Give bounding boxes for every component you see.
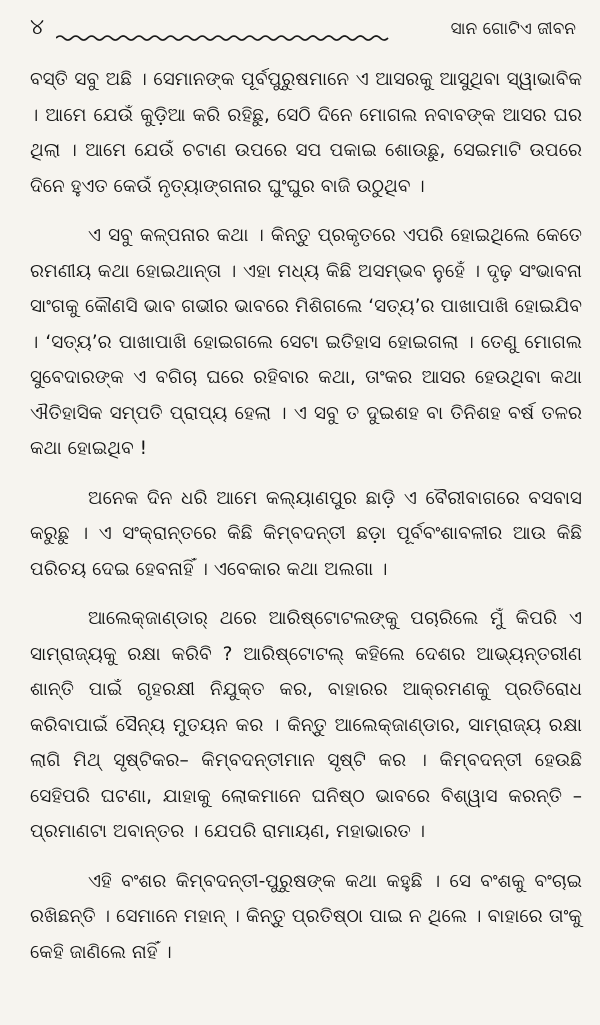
paragraph: ବସ୍ତି ସବୁ ଅଛି । ସେମାନଙ୍କ ପୂର୍ବପୁରୁଷମାନେ ଏ ଆସରକୁ ଆସୁଥିବା ସ୍ୱାଭାବିକ । ଆମେ ଯେଉଁ କୁଡ଼ିଆ କରି ରହିଛୁ, ସେଠି ଦିନେ ମୋଗଲ ନବାବଙ୍କ ଆସର ଘର ଥିଲା । ଆମେ ଯେଉଁ ଚଟାଣ ଉପରେ ସପ ପକାଇ ଶୋଉଛୁ, ସେଇମାଟି ଉପରେ ଦିନେ ହୁଏତ କେଉଁ ନୃତ୍ୟାଙ୍ଗନାର ଘୁଂଘୁର ବାଜି ଉଠୁଥିବ । bbox=[30, 69, 582, 197]
page-number: ୪ bbox=[30, 15, 45, 40]
wavy-line-ornament bbox=[56, 34, 392, 42]
paragraph: ଅନେକ ଦିନ ଧରି ଆମେ କଲ୍ୟାଣପୁର ଛାଡ଼ି ଏ ବୈରୀବାଗରେ ବସବାସ କରୁଛୁ । ଏ ସଂକ୍ରାନ୍ତରେ କିଛି କିମ୍ବଦନ୍ତୀ ଛଡ଼ା ପୂର୍ବବଂଶାବଳୀର ଆଉ କିଛି ପରିଚୟ ଦେଇ ହେବନାହିଁ । ଏବେକାର କଥା ଅଲଗା । bbox=[30, 487, 582, 580]
running-title: ସାନ ଗୋଟିଏ ଜୀବନ bbox=[450, 19, 576, 39]
paragraph: ଆଲେକ୍‌ଜାଣ୍ଡାର୍ ଥରେ ଆରିଷ୍ଟୋଟଲଙ୍କୁ ପଚାରିଲେ ମୁଁ କିପରି ଏ ସାମ୍ରାଜ୍ୟକୁ ରକ୍ଷା କରିବି ? ଆରିଷ୍ଟୋଟଲ୍ କହିଲେ ଦେଶର ଆଭ୍ୟନ୍ତରୀଣ ଶାନ୍ତି ପାଇଁ ଗୃହରକ୍ଷୀ ନିଯୁକ୍ତ କର, ବାହାରର ଆକ୍ରମଣକୁ ପ୍ରତିରୋଧ କରିବାପାଇଁ ସୈନ୍ୟ ମୁତୟନ କର । କିନ୍ତୁ ଆଲେକ୍‌ଜାଣ୍ଡାର, ସାମ୍ରାଜ୍ୟ ରକ୍ଷା ଲାଗି ମିଥ୍ ସୃଷ୍ଟିକର– କିମ୍ବଦନ୍ତୀମାନ ସୃଷ୍ଟି କର । କିମ୍ବଦନ୍ତୀ ହେଉଛି ସେହିପରି ଘଟଣା, ଯାହାକୁ ଲୋକମାନେ ଘନିଷ୍ଠ ଭାବରେ ବିଶ୍ୱାସ କରନ୍ତି – ପ୍ରମାଣଟା ଅବାନ୍ତର । ଯେପରି ରାମାୟଣ, ମହାଭାରତ । bbox=[30, 608, 582, 842]
paragraph: ଏହି ବଂଶର କିମ୍ବଦନ୍ତୀ-ପୁରୁଷଙ୍କ କଥା କହୁଛି । ସେ ବଂଶକୁ ବଂଚାଇ ରଖିଛନ୍ତି । ସେମାନେ ମହାନ୍ । କିନ୍ତୁ ପ୍ରତିଷ୍ଠା ପାଇ ନ ଥିଲେ । ବାହାରେ ତାଂକୁ କେହି ଜାଣିଲେ ନାହିଁ । bbox=[30, 870, 582, 963]
page-header bbox=[30, 14, 582, 44]
paragraph: ଏ ସବୁ କଳ୍ପନାର କଥା । କିନ୍ତୁ ପ୍ରକୃତରେ ଏପରି ହୋଇଥିଲେ କେତେ ରମଣୀୟ କଥା ହୋଇଥାନ୍ତା । ଏହା ମଧ୍ୟ କିଛି ଅସମ୍ଭବ ନୁହେଁ । ଦୃଢ଼ ସଂଭାବନା ସାଂଗକୁ କୌଣସି ଭାବ ଗଭୀର ଭାବରେ ମିଶିଗଲେ ‘ସତ୍ୟ’ର ପାଖାପାଖି ହୋଇଯିବ । ‘ସତ୍ୟ’ର ପାଖାପାଖି ହୋଇଗଲେ ସେଟା ଇତିହାସ ହୋଇଗଲା । ତେଣୁ ମୋଗଲ ସୁବେଦାରଙ୍କ ଏ ବଗିଚା ଘରେ ରହିବାର କଥା, ତାଂକର ଆସର ହେଉଥିବା କଥା ଐତିହାସିକ ସମ୍ପତି ପ୍ରାପ୍ୟ ହେଲା । ଏ ସବୁ ତ ଦୁଇଶହ ବା ତିନିଶହ ବର୍ଷ ତଳର କଥା ହୋଇଥିବ ! bbox=[30, 225, 582, 459]
body-text bbox=[30, 62, 582, 984]
header-wavy-rule bbox=[56, 34, 392, 42]
